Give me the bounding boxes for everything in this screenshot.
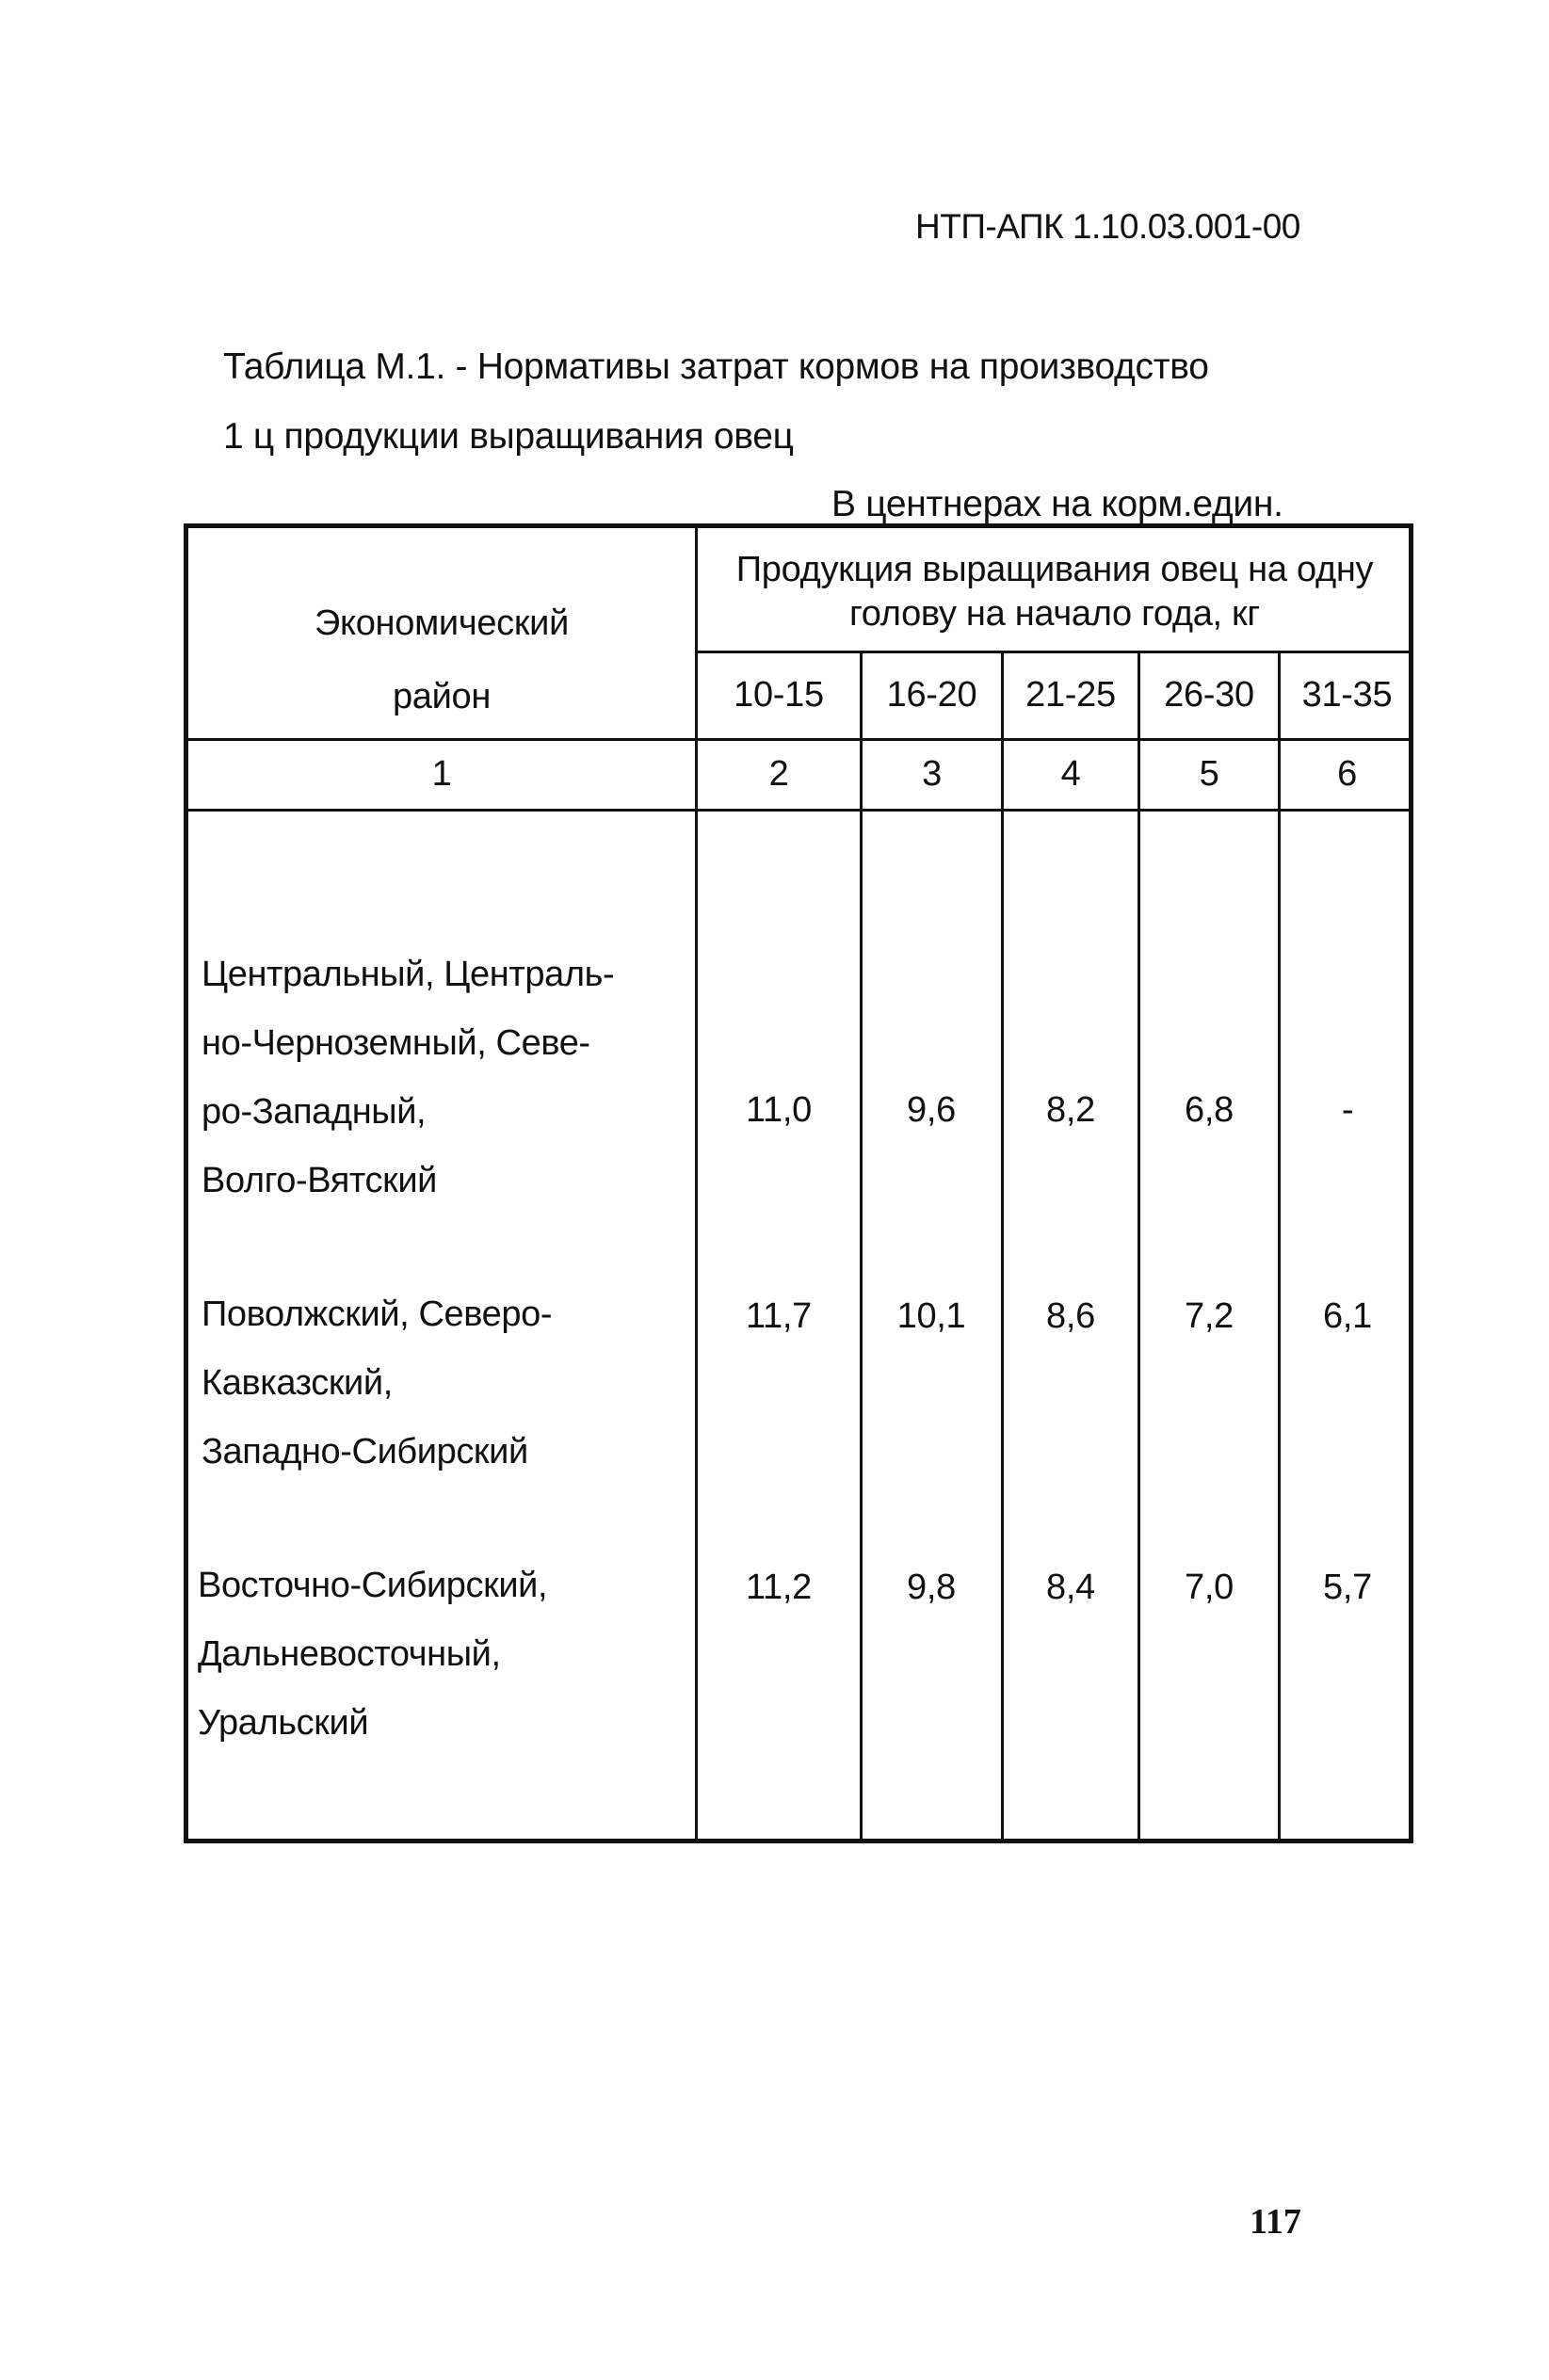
- column-number-2: 2: [768, 754, 789, 795]
- value-cell: 8,6: [1046, 1296, 1095, 1336]
- value-cell: 9,6: [907, 1090, 956, 1130]
- region-line: Кавказский,: [202, 1363, 393, 1403]
- norms-table: [184, 523, 1413, 1843]
- rule-under-column-numbers: [188, 809, 1413, 812]
- rule-v-3: [1001, 651, 1004, 1843]
- value-cell: 5,7: [1323, 1568, 1372, 1607]
- units-note: В центнерах на корм.един.: [831, 484, 1283, 524]
- header-range-31-35: 31-35: [1301, 675, 1393, 716]
- value-cell: 11,7: [746, 1296, 812, 1336]
- header-region-line-2: район: [392, 677, 492, 717]
- column-number-1: 1: [431, 754, 452, 795]
- region-cell: [202, 941, 614, 1215]
- value-cell: 8,4: [1046, 1568, 1095, 1607]
- rule-v-2: [860, 651, 863, 1843]
- region-line: Волго-Вятский: [202, 1161, 437, 1200]
- region-line: Дальневосточный,: [198, 1634, 501, 1674]
- region-line: Центральный, Централь-: [202, 955, 615, 994]
- header-region-line-1: Экономический: [314, 603, 570, 644]
- region-line: Восточно-Сибирский,: [198, 1566, 548, 1605]
- rule-v-5: [1278, 651, 1281, 1843]
- table-caption-line-1: Таблица М.1. - Нормативы затрат кормов на производство: [223, 346, 1209, 387]
- header-range-10-15: 10-15: [734, 675, 824, 716]
- value-cell: 11,2: [746, 1568, 812, 1607]
- table-caption-line-2: 1 ц продукции выращивания овец: [223, 416, 794, 457]
- header-range-16-20: 16-20: [886, 675, 977, 716]
- value-cell: -: [1341, 1090, 1354, 1130]
- value-cell: 6,1: [1323, 1296, 1372, 1336]
- column-number-5: 5: [1199, 754, 1219, 795]
- header-range-21-25: 21-25: [1025, 675, 1116, 716]
- region-cell: [202, 1280, 552, 1487]
- header-group: Продукция выращивания овец на одну голову на начало года, кг: [735, 549, 1374, 634]
- page-number: 117: [1250, 2202, 1301, 2242]
- region-line: но-Черноземный, Севе-: [202, 1023, 590, 1063]
- value-cell: 7,2: [1185, 1296, 1234, 1336]
- region-line: ро-Западный,: [202, 1092, 427, 1132]
- column-number-4: 4: [1060, 754, 1081, 795]
- value-cell: 11,0: [746, 1090, 812, 1130]
- region-line: Западно-Сибирский: [202, 1432, 528, 1471]
- document-code: НТП-АПК 1.10.03.001-00: [915, 207, 1300, 246]
- region-line: Поволжский, Северо-: [202, 1295, 553, 1334]
- value-cell: 6,8: [1185, 1090, 1234, 1130]
- rule-v-4: [1138, 651, 1140, 1843]
- header-range-26-30: 26-30: [1164, 675, 1254, 716]
- value-cell: 10,1: [896, 1296, 966, 1336]
- column-number-3: 3: [922, 754, 942, 795]
- value-cell: 7,0: [1185, 1568, 1234, 1607]
- column-number-6: 6: [1337, 754, 1357, 795]
- region-line: Уральский: [198, 1703, 369, 1743]
- value-cell: 8,2: [1046, 1090, 1095, 1130]
- value-cell: 9,8: [907, 1568, 956, 1607]
- region-cell: [198, 1552, 547, 1758]
